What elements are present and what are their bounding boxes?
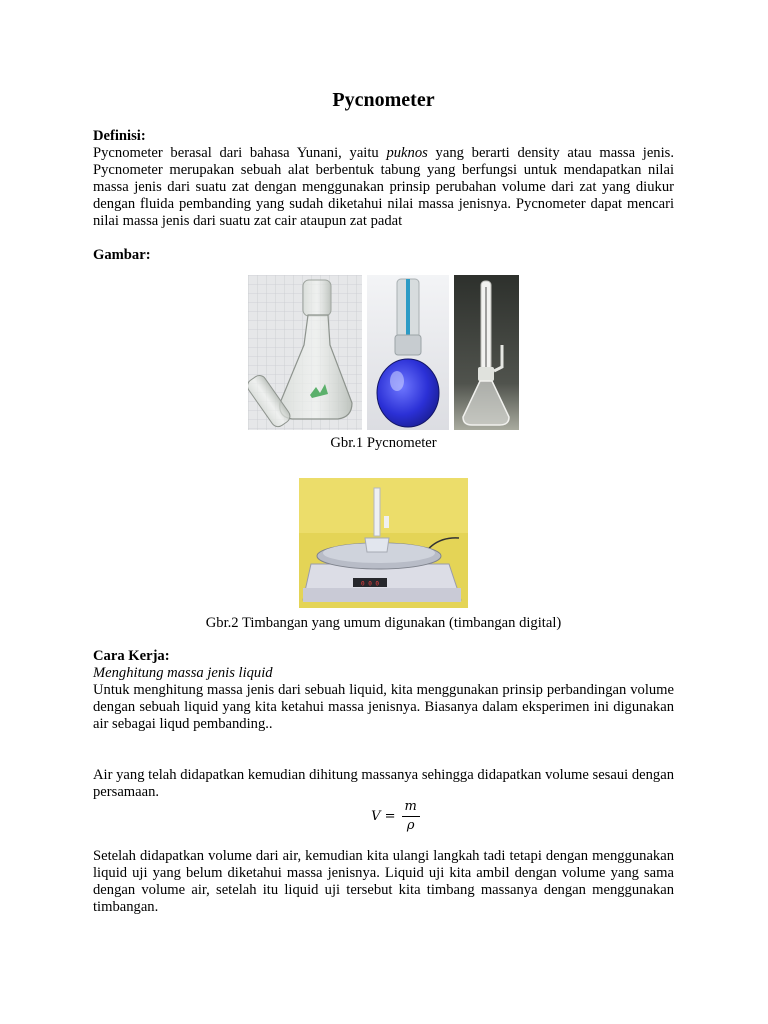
definition-text	[93, 145, 674, 230]
volume-formula	[117, 799, 674, 834]
procedure-paragraph-3: Setelah didapatkan volume dari air, kemudian kita ulangi langkah tadi tetapi dengan menggunakan liquid uji yang belum diketahui massa jenisnya. Liquid uji kita ambil dengan volume yang sama dengan volume air, setelah itu liquid uji tersebut kita timbang massanya dengan menggunakan timbangan.	[93, 848, 674, 915]
pycnometer-photos	[93, 275, 674, 430]
procedure-subheading: Menghitung massa jenis liquid	[93, 665, 273, 681]
pycnometer-photo-blue	[367, 275, 449, 430]
figure-1-caption: Gbr.1 Pycnometer	[330, 435, 437, 451]
flask-image	[248, 275, 362, 430]
digital-scale-photo	[299, 478, 468, 608]
definition-text-start: Pycnometer berasal dari bahasa Yunani, yaitu	[93, 145, 387, 161]
pycnometer-photo-flask	[248, 275, 362, 430]
scale-photo-row	[93, 478, 674, 608]
procedure-paragraph-1: Untuk menghitung massa jenis dari sebuah liquid, kita menggunakan prinsip perbandingan volume dengan sebuah liquid yang kita ketahui massa jenisnya. Biasanya dalam eksperimen ini digunakan air sebagai liqud pembanding..	[93, 682, 674, 732]
scale-display: 0 0 0	[360, 580, 380, 588]
procedure-section	[93, 648, 674, 916]
definition-section	[93, 128, 674, 230]
definition-italic-term: puknos	[386, 145, 428, 161]
definition-text-rest: yang berarti density atau massa jenis. Pycnometer merupakan sebuah alat berbentuk tabung yang berfungsi untuk mendapatkan nilai massa jenis dari suatu zat dengan menggunakan prinsip perubahan volume dari zat yang diukur dengan fluida pembanding yang sudah diketahui nilai massa jenisnya. Pycnometer dapat mencari nilai massa jenis dari suatu zat cair ataupun zat padat	[93, 145, 674, 229]
document-content	[93, 88, 674, 916]
formula-lhs: V =	[371, 809, 396, 824]
pycnometer-photo-thermometer	[454, 275, 519, 430]
procedure-paragraph-2: Air yang telah didapatkan kemudian dihitung massanya sehingga didapatkan volume sesaui dengan persamaan.	[93, 767, 674, 800]
definition-heading: Definisi:	[93, 128, 146, 144]
formula-numerator: m	[402, 799, 420, 817]
procedure-heading: Cara Kerja:	[93, 648, 170, 664]
thermometer-pycnometer-image	[454, 275, 519, 430]
blue-pycnometer-image	[367, 275, 449, 430]
figures-section	[93, 247, 674, 632]
figure-2-caption: Gbr.2 Timbangan yang umum digunakan (timbangan digital)	[205, 615, 562, 631]
figures-heading: Gambar:	[93, 247, 151, 263]
formula-fraction	[402, 799, 420, 834]
digital-scale-image	[299, 478, 468, 608]
formula-denominator: ρ	[406, 818, 415, 833]
page-title: Pycnometer	[332, 89, 435, 111]
